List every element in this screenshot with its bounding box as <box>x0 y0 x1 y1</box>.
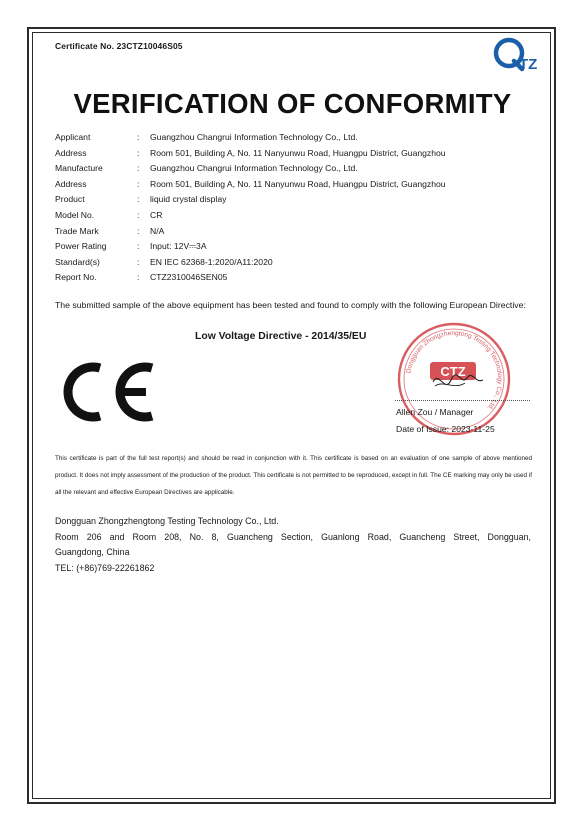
field-colon: : <box>137 178 140 189</box>
directive-title: Low Voltage Directive - 2014/35/EU <box>195 331 367 342</box>
field-row-report-no <box>55 270 525 286</box>
field-row-manufacture-address <box>55 177 525 193</box>
field-label: Applicant <box>55 132 91 142</box>
field-colon: : <box>137 194 140 205</box>
field-value: N/A <box>150 225 165 236</box>
field-label: Standard(s) <box>55 256 100 267</box>
field-row-applicant <box>55 130 525 146</box>
field-value: Room 501, Building A, No. 11 Nanyunwu Road, Huangpu District, Guangzhou <box>150 147 446 158</box>
lab-telephone: TEL: (+86)769-22261862 <box>55 562 155 573</box>
field-label: Model No. <box>55 209 95 220</box>
field-colon: : <box>137 225 140 236</box>
field-value: liquid crystal display <box>150 194 227 205</box>
svg-text:TZ: TZ <box>519 56 538 73</box>
field-value: EN IEC 62368-1:2020/A11:2020 <box>150 256 273 267</box>
field-value: Input: 12V⎓3A <box>150 241 207 252</box>
issue-date: Date of Issue: 2023-11-25 <box>396 424 495 434</box>
field-label: Manufacture <box>55 163 103 174</box>
field-colon: : <box>137 163 140 174</box>
signatory-name: Allen Zou / Manager <box>396 407 474 417</box>
seal-text: Dongguan Zhongzhengtong Testing Technology Co., Ltd. <box>405 329 504 412</box>
compliance-statement: The submitted sample of the above equipment has been tested and found to comply with the following European Directive: <box>55 300 526 310</box>
field-colon: : <box>137 147 140 158</box>
company-seal-icon <box>395 320 513 438</box>
field-label: Report No. <box>55 272 97 283</box>
field-value: CR <box>150 209 163 220</box>
field-label: Trade Mark <box>55 225 99 236</box>
field-label: Power Rating <box>55 241 107 252</box>
field-row-product <box>55 192 525 208</box>
signature-line <box>395 400 530 401</box>
field-row-power-rating <box>55 239 525 255</box>
ctz-logo-icon <box>492 36 548 74</box>
field-colon: : <box>137 256 140 267</box>
field-label: Address <box>55 147 87 158</box>
ce-mark-icon <box>60 360 156 424</box>
field-value: Guangzhou Changrui Information Technology Co., Ltd. <box>150 132 358 142</box>
certificate-number: Certificate No. 23CTZ10046S05 <box>55 41 183 51</box>
field-colon: : <box>137 241 140 252</box>
field-colon: : <box>137 209 140 220</box>
lab-address-line-1: Room 206 and Room 208, No. 8, Guancheng Section, Guanlong Road, Guancheng Street, Dongguan, <box>55 531 531 542</box>
field-row-trade-mark <box>55 224 525 240</box>
lab-name: Dongguan Zhongzhengtong Testing Technology Co., Ltd. <box>55 516 279 526</box>
field-value: Guangzhou Changrui Information Technology Co., Ltd. <box>150 163 358 174</box>
field-colon: : <box>137 132 140 142</box>
field-row-manufacture <box>55 161 525 177</box>
lab-address-line-2: Guangdong, China <box>55 547 130 557</box>
seal-center-text: CTZ <box>440 364 466 379</box>
field-value: CTZ2310046SEN05 <box>150 272 228 283</box>
field-value: Room 501, Building A, No. 11 Nanyunwu Road, Huangpu District, Guangzhou <box>150 178 446 189</box>
document-title: VERIFICATION OF CONFORMITY <box>73 88 512 119</box>
field-label: Address <box>55 178 87 189</box>
certificate-fields <box>55 130 525 286</box>
field-label: Product <box>55 194 85 205</box>
field-row-model-no <box>55 208 525 224</box>
field-colon: : <box>137 272 140 283</box>
field-row-standards <box>55 255 525 271</box>
field-row-applicant-address <box>55 146 525 162</box>
disclaimer-text: This certificate is part of the full test report(s) and should be read in conjunction with it. This certificate is based on an evaluation of one sample of above mentioned product. It does not imply assessment of the production of the product. This certificate is not permitted to be reproduced, except in full. The CE marking may only be used if all the relevant and effective European Directives are applicable. <box>55 455 532 496</box>
testing-lab-info <box>55 514 531 576</box>
